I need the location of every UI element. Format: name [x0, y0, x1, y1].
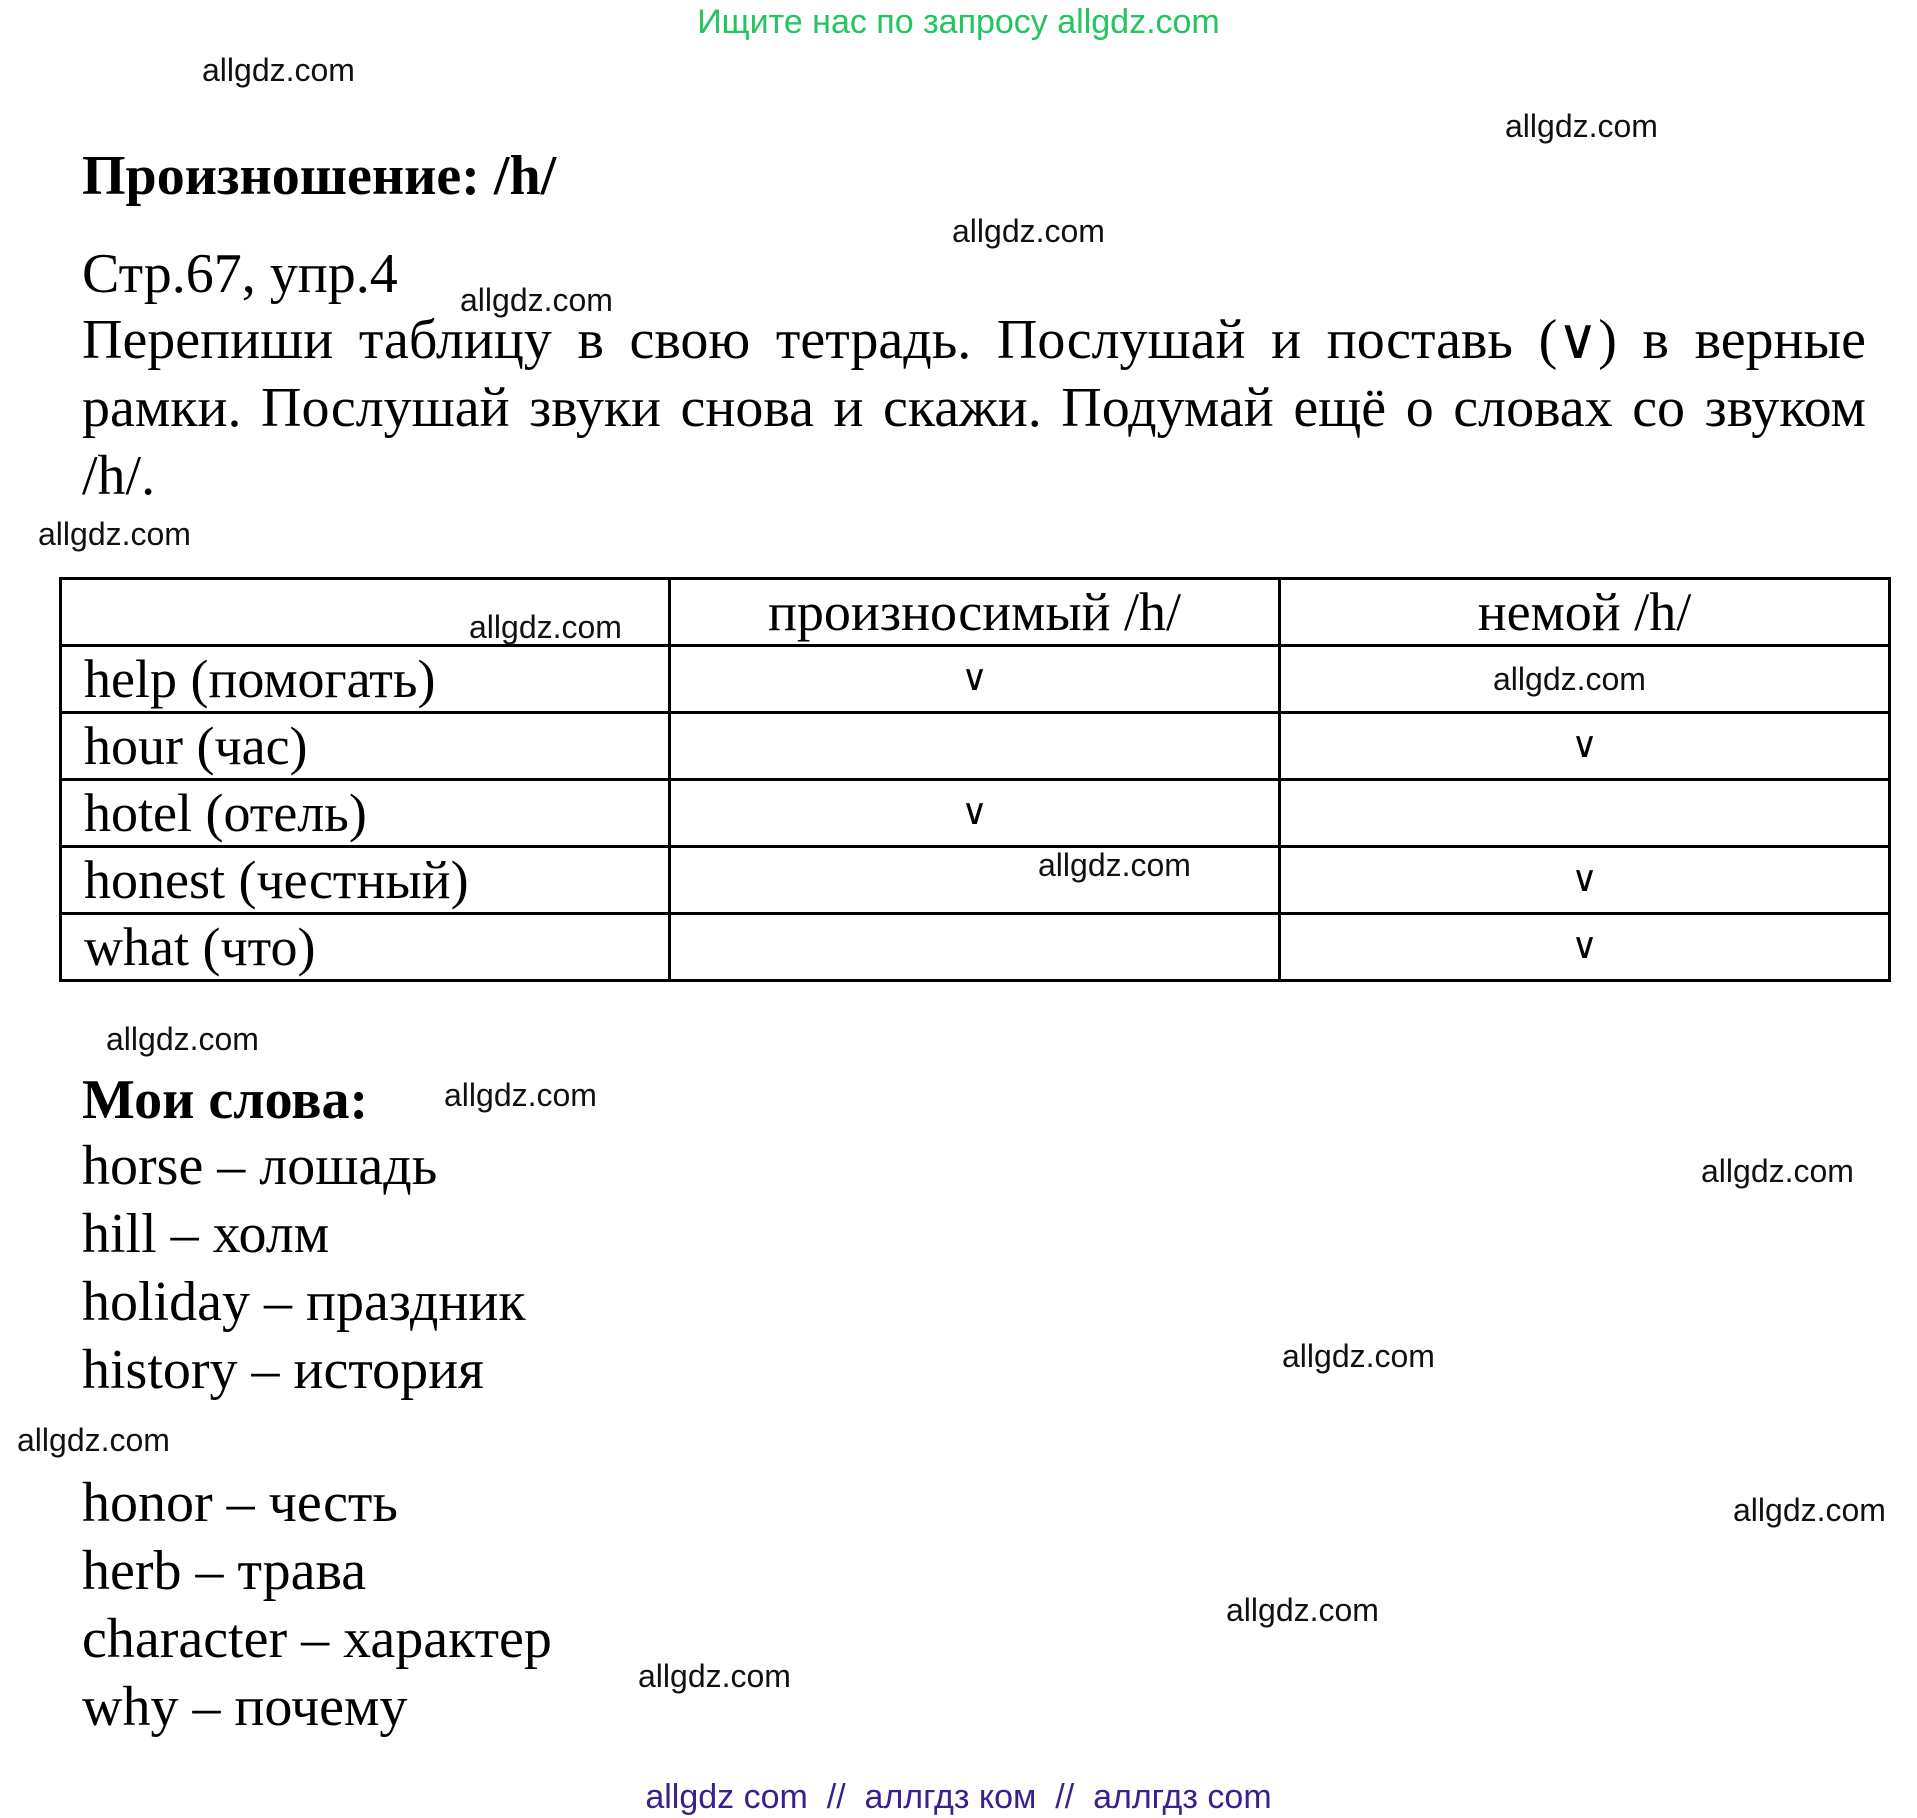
watermark: allgdz.com	[952, 213, 1105, 249]
header-silent: немой /h/	[1280, 579, 1890, 646]
list-item: hill – холм	[82, 1203, 330, 1265]
word-list	[82, 1132, 526, 1404]
list-item: herb – трава	[82, 1540, 367, 1602]
word-cell: hour (час)	[61, 713, 670, 780]
watermark: allgdz.com	[1226, 1592, 1379, 1628]
silent-check-cell: ∨	[1280, 914, 1890, 981]
list-item: honor – честь	[82, 1472, 398, 1534]
watermark: allgdz.com	[38, 516, 191, 552]
exercise-reference: Стр.67, упр.4	[82, 243, 398, 305]
pronounced-check-cell	[670, 914, 1280, 981]
word-list	[82, 1469, 552, 1741]
watermark: allgdz.com	[106, 1021, 259, 1057]
watermark: allgdz.com	[1038, 847, 1191, 883]
my-words-heading: Мои слова:	[82, 1069, 369, 1131]
list-item: why – почему	[82, 1676, 408, 1738]
watermark: allgdz.com	[1701, 1153, 1854, 1189]
watermark: allgdz.com	[17, 1422, 170, 1458]
table-row	[61, 780, 1890, 847]
watermark: allgdz.com	[1493, 661, 1646, 697]
table-header-row	[61, 579, 1890, 646]
silent-check-cell: ∨	[1280, 847, 1890, 914]
watermark: allgdz.com	[202, 52, 355, 88]
word-cell: what (что)	[61, 914, 670, 981]
table-row	[61, 914, 1890, 981]
page-title: Произношение: /h/	[82, 144, 557, 207]
word-cell: honest (честный)	[61, 847, 670, 914]
silent-check-cell: ∨	[1280, 713, 1890, 780]
watermark: allgdz.com	[444, 1077, 597, 1113]
pronounced-check-cell: ∨	[670, 780, 1280, 847]
header-pronounced: произносимый /h/	[670, 579, 1280, 646]
word-cell: hotel (отель)	[61, 780, 670, 847]
table-row	[61, 847, 1890, 914]
table-row	[61, 713, 1890, 780]
list-item: holiday – праздник	[82, 1271, 526, 1333]
watermark: allgdz.com	[460, 282, 613, 318]
top-banner: Ищите нас по запросу allgdz.com	[697, 3, 1220, 41]
pronounced-check-cell: ∨	[670, 646, 1280, 713]
watermark: allgdz.com	[638, 1658, 791, 1694]
list-item: horse – лошадь	[82, 1135, 438, 1197]
watermark: allgdz.com	[469, 609, 622, 645]
list-item: history – история	[82, 1339, 484, 1401]
watermark: allgdz.com	[1733, 1492, 1886, 1528]
silent-check-cell	[1280, 780, 1890, 847]
watermark: allgdz.com	[1505, 108, 1658, 144]
h-sound-table	[59, 577, 1891, 982]
footer-watermark: allgdz com // аллгдз ком // аллгдз com	[645, 1778, 1272, 1816]
pronounced-check-cell	[670, 713, 1280, 780]
watermark: allgdz.com	[1282, 1338, 1435, 1374]
exercise-instructions: Перепиши таблицу в свою тетрадь. Послушай и поставь (∨) в верные рамки. Послушай звуки снова и скажи. Подумай ещё о словах со звуком /h/.	[82, 309, 1866, 507]
word-cell: help (помогать)	[61, 646, 670, 713]
list-item: character – характер	[82, 1608, 552, 1670]
